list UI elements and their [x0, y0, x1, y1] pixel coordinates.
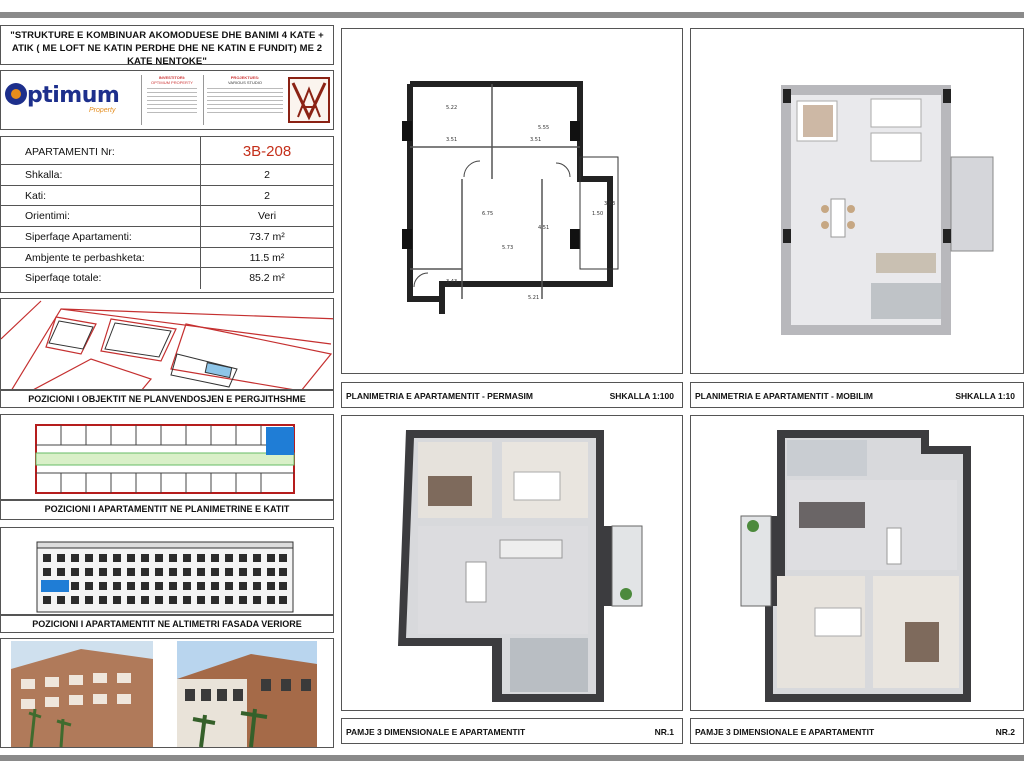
dim-label: 5.22	[446, 105, 458, 111]
project-title-box	[0, 25, 334, 65]
optimum-logo	[5, 83, 119, 108]
floor-caption-box	[0, 500, 334, 520]
3d-view-2	[690, 415, 1024, 711]
designer-heading: PROJEKTUES:	[230, 75, 260, 80]
designer-details	[207, 85, 283, 115]
dim-label: 3.51	[446, 137, 458, 143]
investor-heading: INVESTITORI:	[158, 75, 186, 80]
building-renders	[0, 638, 334, 748]
apartment-info-table	[0, 136, 334, 293]
caption-label: PLANIMETRIA E APARTAMENTIT - PERMASIM	[346, 391, 533, 401]
dim-label: 6.75	[482, 211, 494, 217]
info-row	[1, 206, 333, 227]
info-value: 11.5 m²	[249, 251, 285, 264]
caption-plan-furnished	[690, 382, 1024, 408]
info-value: Veri	[257, 210, 277, 223]
project-title: "STRUKTURE E KOMBINUAR AKOMODUESE DHE BANIMI 4 KATE + ATIK ( ME LOFT NE KATIN PERDHE DHE NE KATIN E FUNDIT) ME 2 KATE NENTOKE"	[10, 30, 324, 67]
dim-label: 5.21	[528, 295, 540, 301]
dim-label: 3.43	[446, 279, 458, 285]
info-row	[1, 227, 333, 248]
apartment-number-label: APARTAMENTI Nr:	[25, 146, 115, 158]
caption-label: PAMJE 3 DIMENSIONALE E APARTAMENTIT	[695, 727, 875, 737]
investor-name: OPTIMUM PROPERTY	[151, 80, 193, 85]
3d-view-1	[341, 415, 683, 711]
dim-label: 4.51	[538, 225, 550, 231]
info-row	[1, 165, 333, 186]
dim-label: 5.55	[538, 125, 550, 131]
info-label: Kati:	[25, 189, 47, 202]
dimension-floor-plan	[341, 28, 683, 374]
scale-label: SHKALLA 1:100	[609, 391, 674, 401]
info-value: 73.7 m²	[249, 231, 285, 244]
apartment-number-row	[1, 137, 333, 165]
furnished-floor-plan	[690, 28, 1024, 374]
top-border	[0, 0, 1024, 22]
view-number: NR.2	[995, 727, 1015, 737]
caption-3d-view-2	[690, 718, 1024, 744]
caption-plan-dimensions	[341, 382, 683, 408]
divider	[141, 75, 142, 125]
floor-caption: POZICIONI I APARTAMENTIT NE PLANIMETRINE E KATIT	[44, 504, 290, 514]
logo-strip	[0, 70, 334, 130]
caption-3d-view-1	[341, 718, 683, 744]
info-value: 85.2 m²	[249, 272, 285, 285]
info-row	[1, 186, 333, 207]
facade-elevation-image	[0, 527, 334, 615]
investor-info	[147, 75, 197, 115]
investor-details	[147, 85, 197, 115]
info-label: Orientimi:	[25, 210, 70, 223]
designer-info	[207, 75, 283, 115]
info-label: Siperfaqe totale:	[25, 272, 102, 285]
dim-label: 1.50	[592, 211, 604, 217]
view-number: NR.1	[654, 727, 674, 737]
info-value: 2	[264, 189, 270, 202]
site-plan-image	[0, 298, 334, 390]
bottom-border	[0, 752, 1024, 768]
info-value: 2	[264, 169, 270, 181]
dim-label: 3.83	[604, 201, 616, 207]
dim-label: 5.73	[502, 245, 514, 251]
designer-name: VARIOUS STUDIO	[228, 80, 262, 85]
caption-label: PAMJE 3 DIMENSIONALE E APARTAMENTIT	[346, 727, 526, 737]
site-caption-box	[0, 390, 334, 408]
caption-label: PLANIMETRIA E APARTAMENTIT - MOBILIM	[695, 391, 874, 401]
apartment-number-value: 3B-208	[242, 143, 292, 160]
scale-label: SHKALLA 1:10	[955, 391, 1015, 401]
info-row	[1, 268, 333, 289]
facade-caption: POZICIONI I APARTAMENTIT NE ALTIMETRI FASADA VERIORE	[32, 619, 302, 629]
divider	[203, 75, 204, 125]
various-studio-logo	[288, 77, 330, 123]
optimum-logo-sub: Property	[89, 107, 116, 114]
info-row	[1, 248, 333, 269]
info-label: Siperfaqe Apartamenti:	[25, 231, 132, 244]
info-label: Ambjente te perbashketa:	[25, 251, 145, 264]
optimum-logo-text: ptimum	[27, 83, 120, 108]
floor-plan-key-image	[0, 414, 334, 500]
optimum-logo-mark	[5, 83, 27, 105]
info-label: Shkalla:	[25, 169, 63, 181]
facade-caption-box	[0, 615, 334, 633]
dim-label: 3.51	[530, 137, 542, 143]
site-caption: POZICIONI I OBJEKTIT NE PLANVENDOSJEN E PERGJITHSHME	[28, 394, 306, 404]
